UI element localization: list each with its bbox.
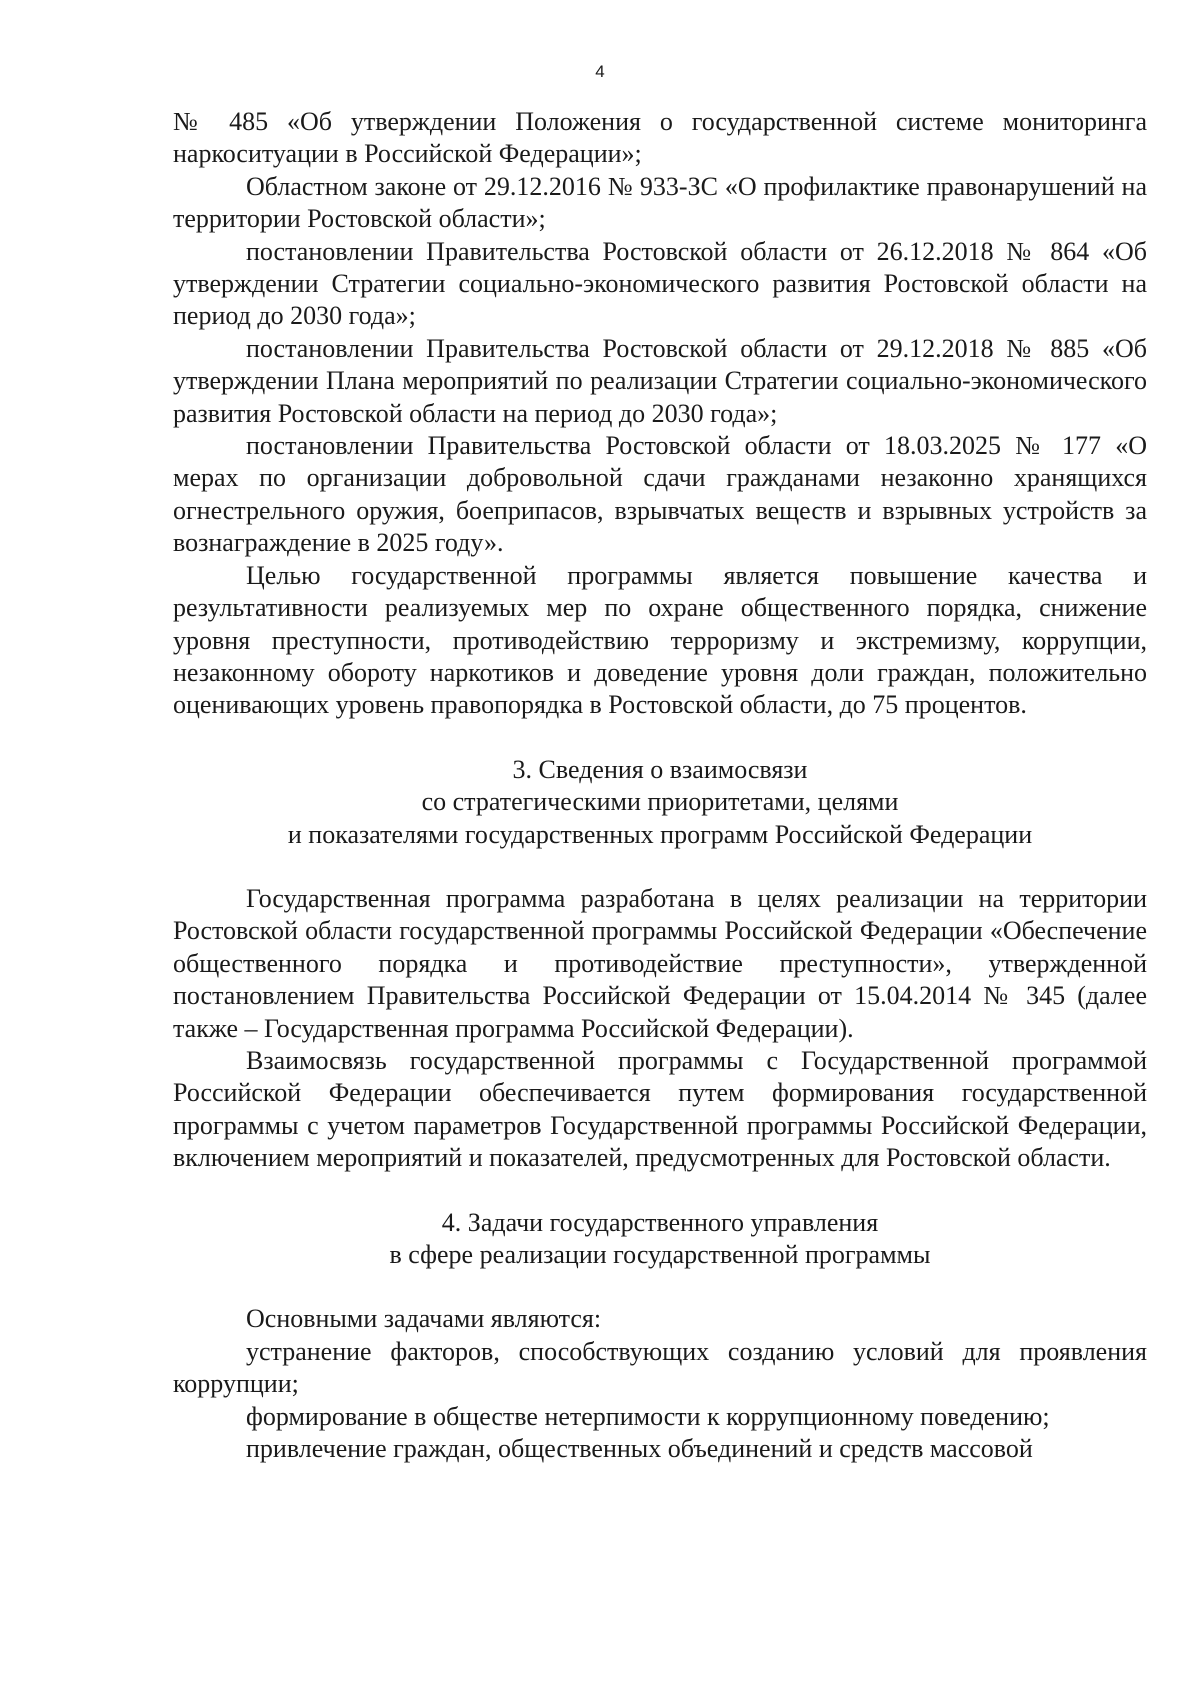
- page-number: 4: [595, 62, 605, 81]
- paragraph-legal-basis-5: постановлении Правительства Ростовской области от 18.03.2025 № 177 «О мерах по организации добровольной сдачи гражданами незаконно хранящихся огнестрельного оружия, боеприпасов, взрывчатых веществ и взрывных устройств за вознаграждение в 2025 году».: [173, 431, 1147, 558]
- section-3-paragraph: Государственная программа разработана в целях реализации на территории Ростовской области государственной программы Российской Федерации «Обеспечение общественного порядка и противодействие преступности», утвержденной постановлением Правительства Российской Федерации от 15.04.2014 № 345 (далее также – Государственная программа Российской Федерации).: [173, 883, 1147, 1043]
- section-3-heading: [173, 754, 1147, 851]
- section-3-heading-line: со стратегическими приоритетами, целями: [421, 787, 899, 817]
- paragraph-legal-basis-1: № 485 «Об утверждении Положения о государственной системе мониторинга наркоситуации в Российской Федерации»;: [173, 107, 1147, 169]
- section-4-paragraph: формирование в обществе нетерпимости к коррупционному поведению;: [246, 1401, 1050, 1431]
- section-4-heading-line: в сфере реализации государственной программы: [389, 1240, 931, 1269]
- section-4-heading: [173, 1207, 1147, 1272]
- section-4-paragraph: привлечение граждан, общественных объединений и средств массовой: [246, 1434, 1033, 1464]
- paragraph-legal-basis-4: постановлении Правительства Ростовской области от 29.12.2018 № 885 «Об утверждении Плана мероприятий по реализации Стратегии социально-экономического развития Ростовской области на период до 2030 года»;: [173, 333, 1147, 428]
- section-3-heading-line: 3. Сведения о взаимосвязи: [512, 754, 808, 784]
- paragraph-legal-basis-3: постановлении Правительства Ростовской области от 26.12.2018 № 864 «Об утверждении Стратегии социально-экономического развития Ростовской области на период до 2030 года»;: [173, 236, 1147, 331]
- section-4-paragraph: Основными задачами являются:: [246, 1304, 602, 1334]
- document-body: [173, 106, 1147, 1465]
- section-3-heading-line: и показателями государственных программ Российской Федерации: [287, 819, 1033, 849]
- paragraph-legal-basis-2: Областном законе от 29.12.2016 № 933-ЗС «О профилактике правонарушений на территории Ростовской области»;: [173, 171, 1147, 234]
- section-4-heading-line: 4. Задачи государственного управления: [441, 1207, 879, 1237]
- paragraph-program-goal: Целью государственной программы является повышение качества и результативности реализуемых мер по охране общественного порядка, снижение уровня преступности, противодействию терроризму и экстремизму, коррупции, незаконному обороту наркотиков и доведение уровня доли граждан, положительно оценивающих уровень правопорядка в Ростовской области, до 75 процентов.: [173, 560, 1147, 720]
- section-4-paragraph: устранение факторов, способствующих созданию условий для проявления коррупции;: [173, 1336, 1147, 1399]
- section-3-paragraph: Взаимосвязь государственной программы с Государственной программой Российской Федерации обеспечивается путем формирования государственной программы с учетом параметров Государственной программы Российской Федерации, включением мероприятий и показателей, предусмотренных для Ростовской области.: [173, 1045, 1147, 1173]
